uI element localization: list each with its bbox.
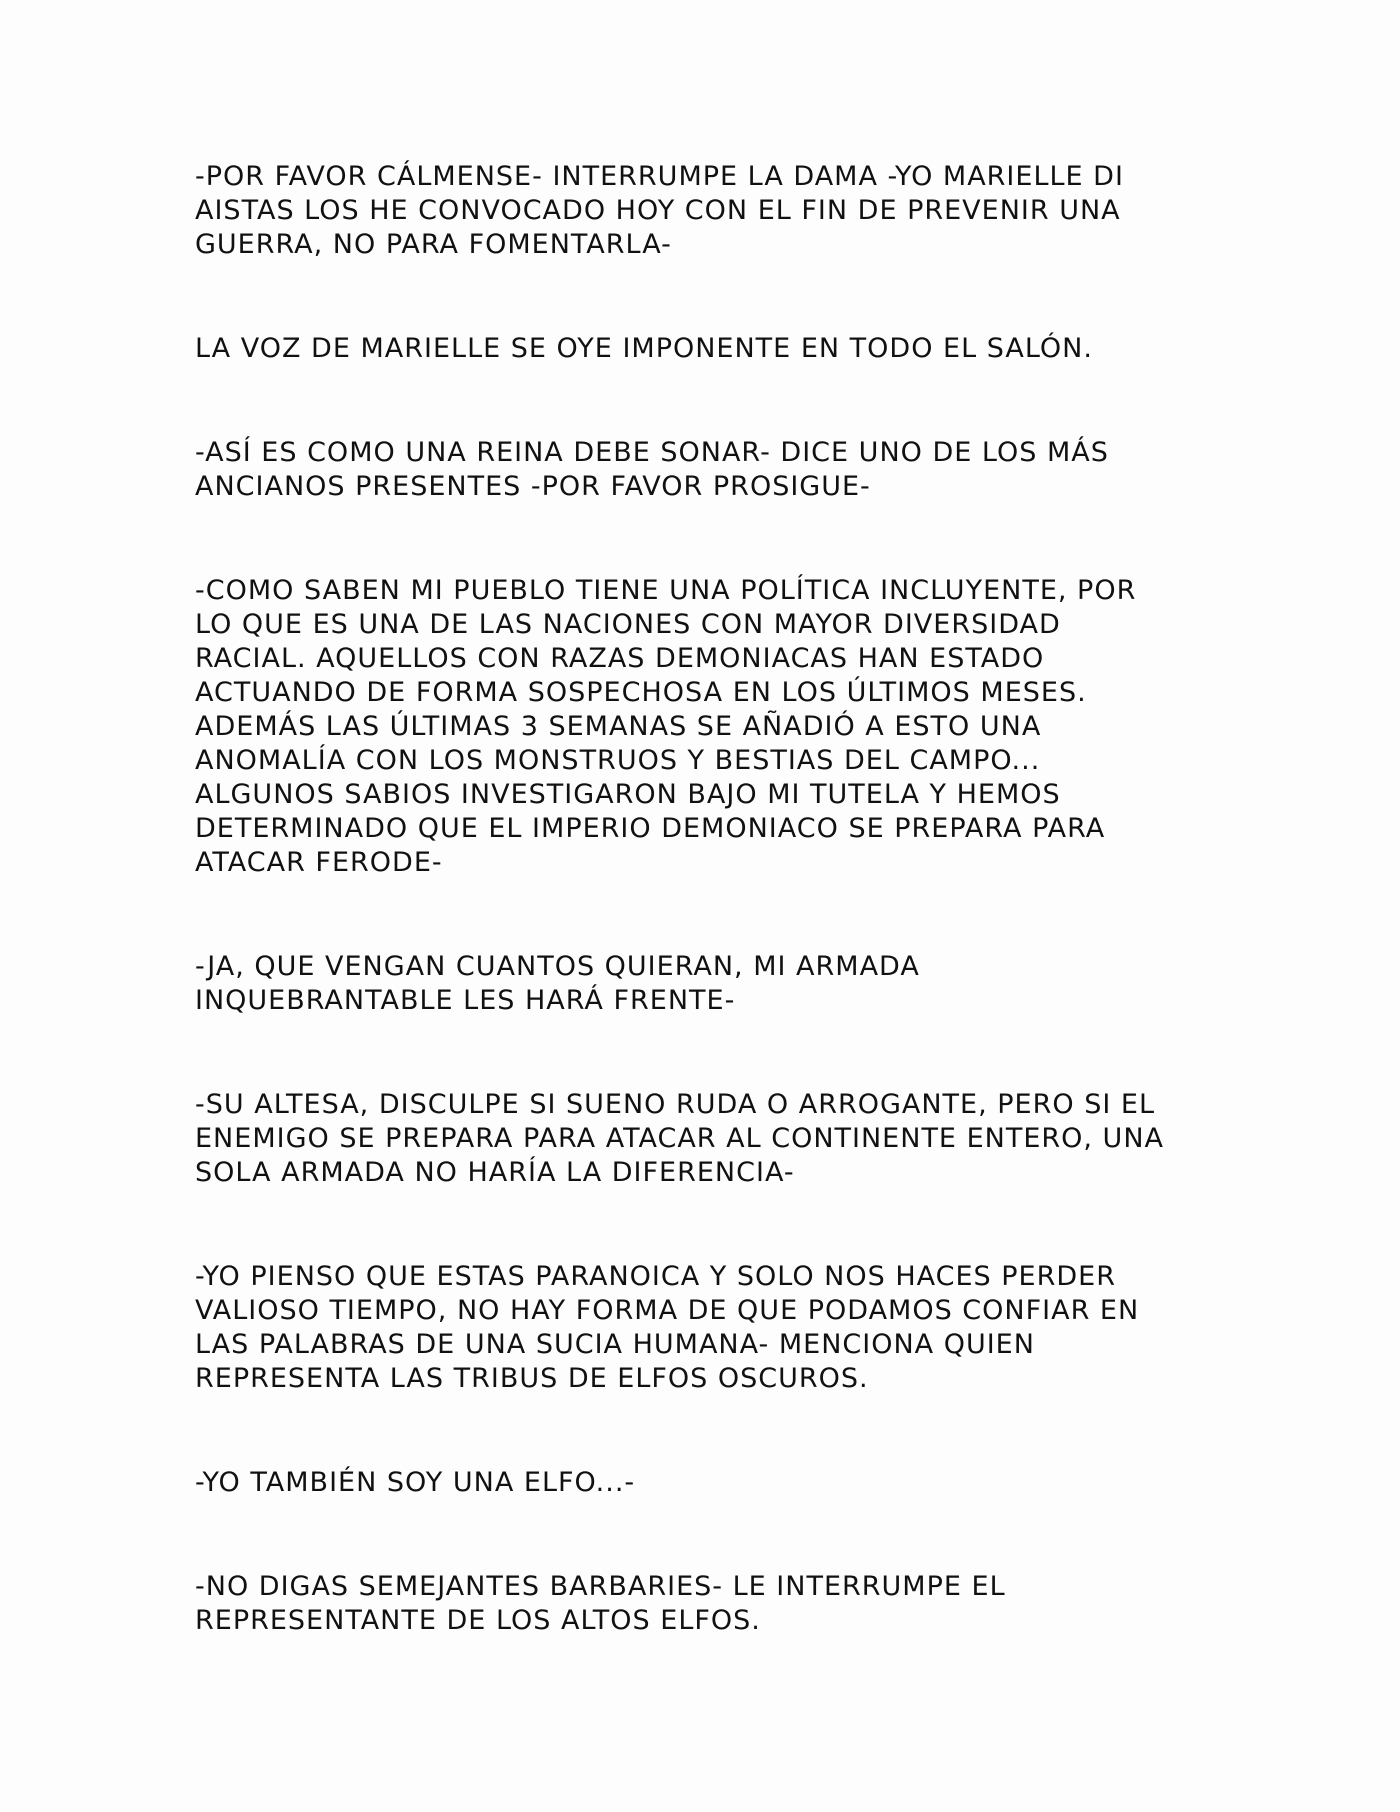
paragraph: -ASÍ ES COMO UNA REINA DEBE SONAR- DICE UNO DE LOS MÁS ANCIANOS PRESENTES -POR FAVOR PROSIGUE- xyxy=(195,437,1109,502)
paragraph-gap xyxy=(195,262,1255,332)
paragraph: -POR FAVOR CÁLMENSE- INTERRUMPE LA DAMA -YO MARIELLE DI AISTAS LOS HE CONVOCADO HOY CON EL FIN DE PREVENIR UNA GUERRA, NO PARA FOMENTARLA- xyxy=(195,161,1124,260)
paragraph: LA VOZ DE MARIELLE SE OYE IMPONENTE EN TODO EL SALÓN. xyxy=(195,333,1093,364)
paragraph: -JA, QUE VENGAN CUANTOS QUIERAN, MI ARMADA INQUEBRANTABLE LES HARÁ FRENTE- xyxy=(195,951,920,1016)
paragraph-gap xyxy=(195,1396,1255,1466)
paragraph-gap xyxy=(195,366,1255,436)
paragraph: -SU ALTESA, DISCULPE SI SUENO RUDA O ARROGANTE, PERO SI EL ENEMIGO SE PREPARA PARA ATACAR AL CONTINENTE ENTERO, UNA SOLA ARMADA NO HARÍA LA DIFERENCIA- xyxy=(195,1089,1164,1188)
paragraph-gap xyxy=(195,1190,1255,1260)
paragraph-gap xyxy=(195,1018,1255,1088)
paragraph: -COMO SABEN MI PUEBLO TIENE UNA POLÍTICA INCLUYENTE, POR LO QUE ES UNA DE LAS NACIONES CON MAYOR DIVERSIDAD RACIAL. AQUELLOS CON RAZAS DEMONIACAS HAN ESTADO ACTUANDO DE FORMA SOSPECHOSA EN LOS ÚLTIMOS MESES. ADEMÁS LAS ÚLTIMAS 3 SEMANAS SE AÑADIÓ A ESTO UNA ANOMALÍA CON LOS MONSTRUOS Y BESTIAS DEL CAMPO... ALGUNOS SABIOS INVESTIGARON BAJO MI TUTELA Y HEMOS DETERMINADO QUE EL IMPERIO DEMONIACO SE PREPARA PARA ATACAR FERODE- xyxy=(195,575,1137,878)
paragraph: -YO TAMBIÉN SOY UNA ELFO...- xyxy=(195,1467,636,1498)
paragraph: -NO DIGAS SEMEJANTES BARBARIES- LE INTERRUMPE EL REPRESENTANTE DE LOS ALTOS ELFOS. xyxy=(195,1571,1006,1636)
paragraph-gap xyxy=(195,1500,1255,1570)
paragraph: -YO PIENSO QUE ESTAS PARANOICA Y SOLO NOS HACES PERDER VALIOSO TIEMPO, NO HAY FORMA DE QUE PODAMOS CONFIAR EN LAS PALABRAS DE UNA SUCIA HUMANA- MENCIONA QUIEN REPRESENTA LAS TRIBUS DE ELFOS OSCUROS. xyxy=(195,1261,1140,1394)
paragraph-gap xyxy=(195,880,1255,950)
paragraph-gap xyxy=(195,504,1255,574)
document-page xyxy=(195,160,1255,1638)
